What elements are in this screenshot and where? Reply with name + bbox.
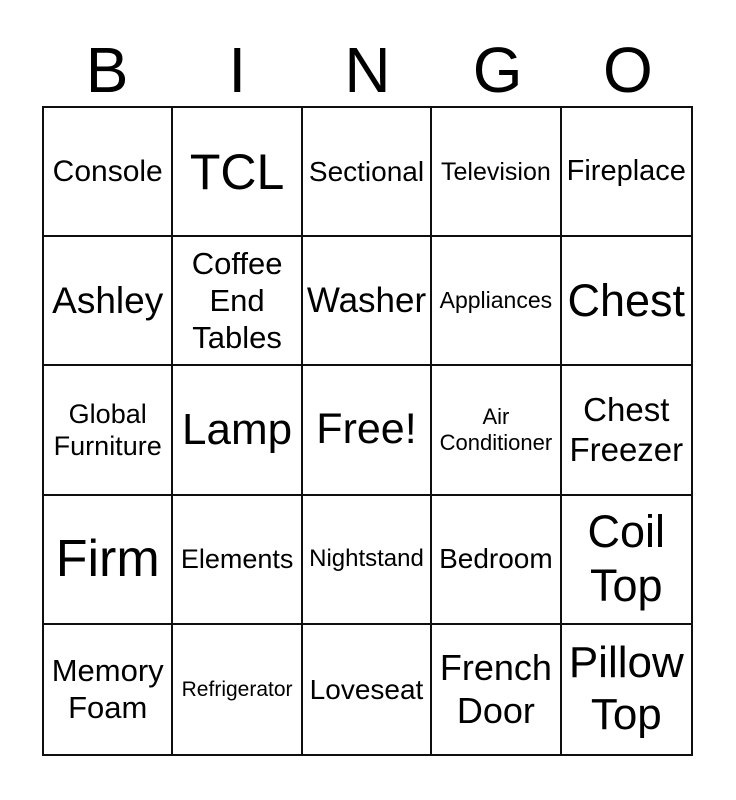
cell-refrigerator[interactable]: Refrigerator	[173, 625, 302, 754]
bingo-title	[42, 34, 693, 106]
cell-coil-top[interactable]: Coil Top	[562, 496, 691, 625]
cell-french-door[interactable]: French Door	[432, 625, 561, 754]
title-letter-o: O	[603, 34, 653, 106]
cell-tcl[interactable]: TCL	[173, 108, 302, 237]
cell-television[interactable]: Television	[432, 108, 561, 237]
cell-chest-freezer[interactable]: Chest Freezer	[562, 366, 691, 495]
cell-fireplace[interactable]: Fireplace	[562, 108, 691, 237]
cell-lamp[interactable]: Lamp	[173, 366, 302, 495]
title-letter-g: G	[472, 34, 523, 106]
cell-global-furniture[interactable]: Global Furniture	[44, 366, 173, 495]
cell-appliances[interactable]: Appliances	[432, 237, 561, 366]
cell-sectional[interactable]: Sectional	[303, 108, 432, 237]
title-letter-b: B	[85, 34, 129, 106]
title-letter-i: I	[228, 34, 247, 106]
cell-air-conditioner[interactable]: Air Conditioner	[432, 366, 561, 495]
cell-elements[interactable]: Elements	[173, 496, 302, 625]
cell-ashley[interactable]: Ashley	[44, 237, 173, 366]
cell-bedroom[interactable]: Bedroom	[432, 496, 561, 625]
cell-free-space[interactable]: Free!	[303, 366, 432, 495]
cell-firm[interactable]: Firm	[44, 496, 173, 625]
cell-coffee-end-tables[interactable]: Coffee End Tables	[173, 237, 302, 366]
title-letter-n: N	[344, 34, 391, 106]
bingo-board	[42, 106, 693, 756]
cell-loveseat[interactable]: Loveseat	[303, 625, 432, 754]
cell-memory-foam[interactable]: Memory Foam	[44, 625, 173, 754]
cell-washer[interactable]: Washer	[303, 237, 432, 366]
cell-chest[interactable]: Chest	[562, 237, 691, 366]
cell-console[interactable]: Console	[44, 108, 173, 237]
cell-nightstand[interactable]: Nightstand	[303, 496, 432, 625]
cell-pillow-top[interactable]: Pillow Top	[568, 637, 684, 740]
